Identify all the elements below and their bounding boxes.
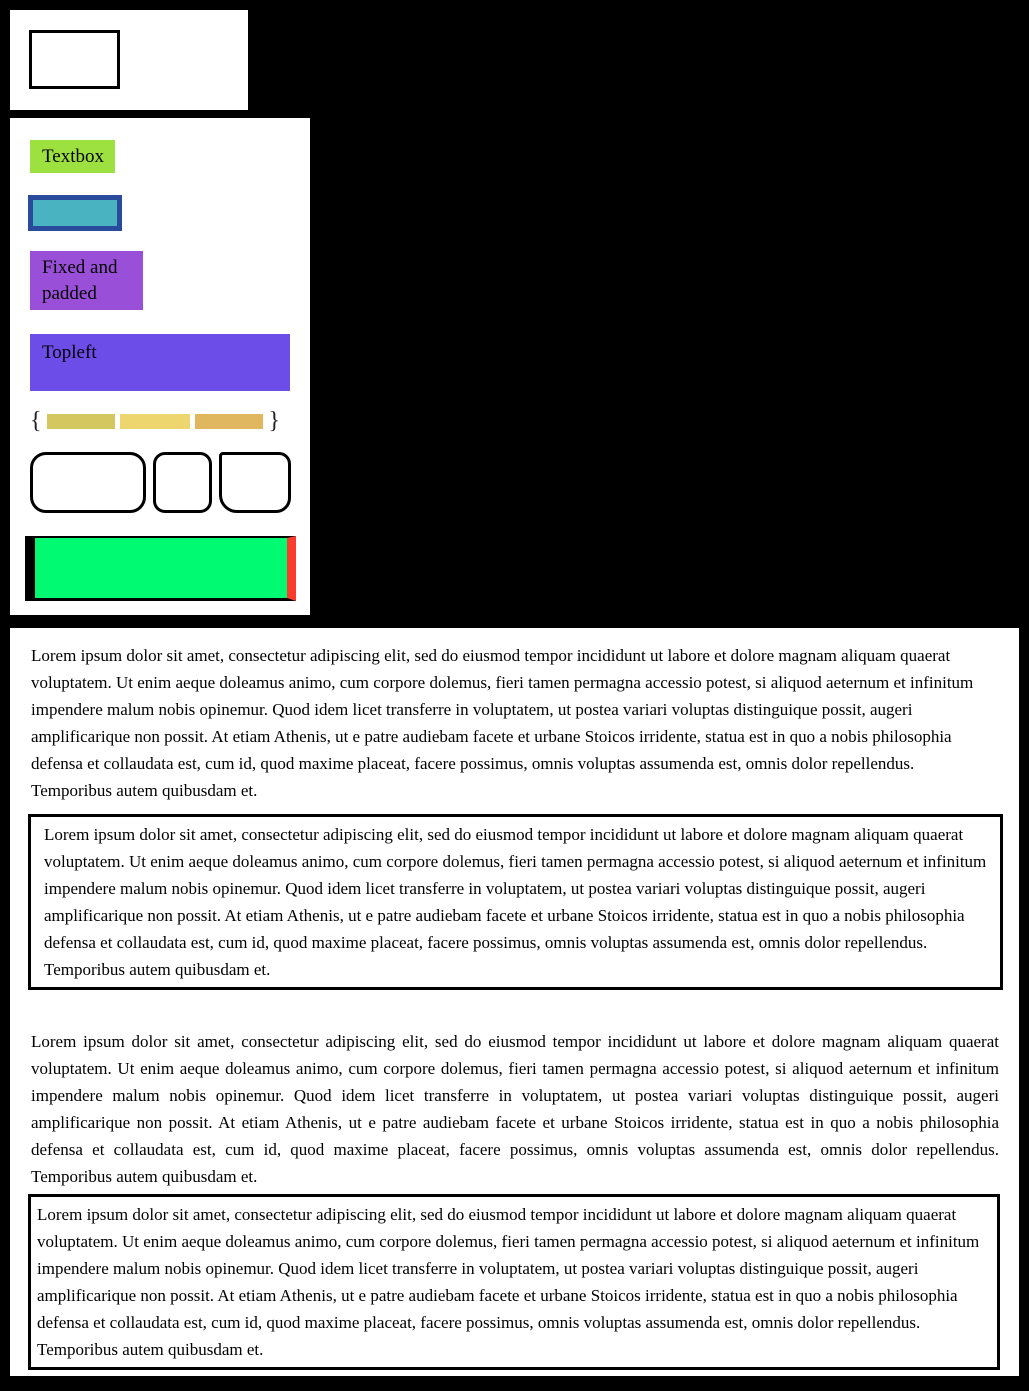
rounded-box xyxy=(153,452,212,513)
open-brace: { xyxy=(30,407,42,434)
empty-bordered-box xyxy=(29,30,120,89)
textbox-label-box: Textbox xyxy=(30,140,115,173)
lorem-paragraph-boxed: Lorem ipsum dolor sit amet, consectetur adipiscing elit, sed do eiusmod tempor incididunt ut labore et dolore magnam aliquam quaerat voluptatem. Ut enim aeque doleamus animo, cum corpore dolemus, fieri tamen permagna accessio potest, si aliquod aeternum et infinitum impendere malum nobis opinemur. Quod idem licet transferre in voluptatem, ut postea variari voluptas distinguique possit, augeri amplificarique non possit. At etiam Athenis, ut e patre audiebam facete et urbane Stoicos irridente, statua est in quo a nobis philosophia defensa et collaudata est, cum id, quod maxime placeat, facere possimus, omnis voluptas assumenda est, omnis dolor repellendus. Temporibus autem quibusdam et. xyxy=(28,814,1003,990)
inline-bar xyxy=(47,414,115,429)
meter-bar xyxy=(25,536,296,601)
topleft-box: Topleft xyxy=(30,334,290,391)
widget-panel xyxy=(10,118,310,615)
lorem-paragraph-boxed: Lorem ipsum dolor sit amet, consectetur adipiscing elit, sed do eiusmod tempor incididunt ut labore et dolore magnam aliquam quaerat voluptatem. Ut enim aeque doleamus animo, cum corpore dolemus, fieri tamen permagna accessio potest, si aliquod aeternum et infinitum impendere malum nobis opinemur. Quod idem licet transferre in voluptatem, ut postea variari voluptas distinguique possit, augeri amplificarique non possit. At etiam Athenis, ut e patre audiebam facete et urbane Stoicos irridente, statua est in quo a nobis philosophia defensa et collaudata est, cum id, quod maxime placeat, facere possimus, omnis voluptas assumenda est, omnis dolor repellendus. Temporibus autem quibusdam et. xyxy=(28,1194,1000,1370)
lorem-paragraph-justified: Lorem ipsum dolor sit amet, consectetur adipiscing elit, sed do eiusmod tempor incididunt ut labore et dolore magnam aliquam quaerat voluptatem. Ut enim aeque doleamus animo, cum corpore dolemus, fieri tamen permagna accessio potest, si aliquod aeternum et infinitum impendere malum nobis opinemur. Quod idem licet transferre in voluptatem, ut postea variari voluptas distinguique possit, augeri amplificarique non possit. At etiam Athenis, ut e patre audiebam facete et urbane Stoicos irridente, statua est in quo a nobis philosophia defensa et collaudata est, cum id, quod maxime placeat, facere possimus, omnis voluptas assumenda est, omnis dolor repellendus. Temporibus autem quibusdam et. xyxy=(31,1032,999,1186)
fixed-padded-box: Fixed and padded xyxy=(30,251,143,310)
rounded-box xyxy=(219,452,291,513)
inline-bar xyxy=(120,414,191,429)
close-brace: } xyxy=(268,407,280,434)
rounded-boxes-row xyxy=(30,452,291,513)
lorem-paragraph-plain: Lorem ipsum dolor sit amet, consectetur adipiscing elit, sed do eiusmod tempor incididunt ut labore et dolore magnam aliquam quaerat voluptatem. Ut enim aeque doleamus animo, cum corpore dolemus, fieri tamen permagna accessio potest, si aliquod aeternum et infinitum impendere malum nobis opinemur. Quod idem licet transferre in voluptatem, ut postea variari voluptas distinguique possit, augeri amplificarique non possit. At etiam Athenis, ut e patre audiebam facete et urbane Stoicos irridente, statua est in quo a nobis philosophia defensa et collaudata est, cum id, quod maxime placeat, facere possimus, omnis voluptas assumenda est, omnis dolor repellendus. Temporibus autem quibusdam et. xyxy=(31,646,974,800)
text-panel xyxy=(10,628,1019,1376)
rounded-box xyxy=(30,452,146,513)
inline-bars-row xyxy=(30,406,280,436)
inline-bar xyxy=(195,414,263,429)
teal-bordered-box xyxy=(28,195,122,231)
top-panel xyxy=(10,10,248,110)
